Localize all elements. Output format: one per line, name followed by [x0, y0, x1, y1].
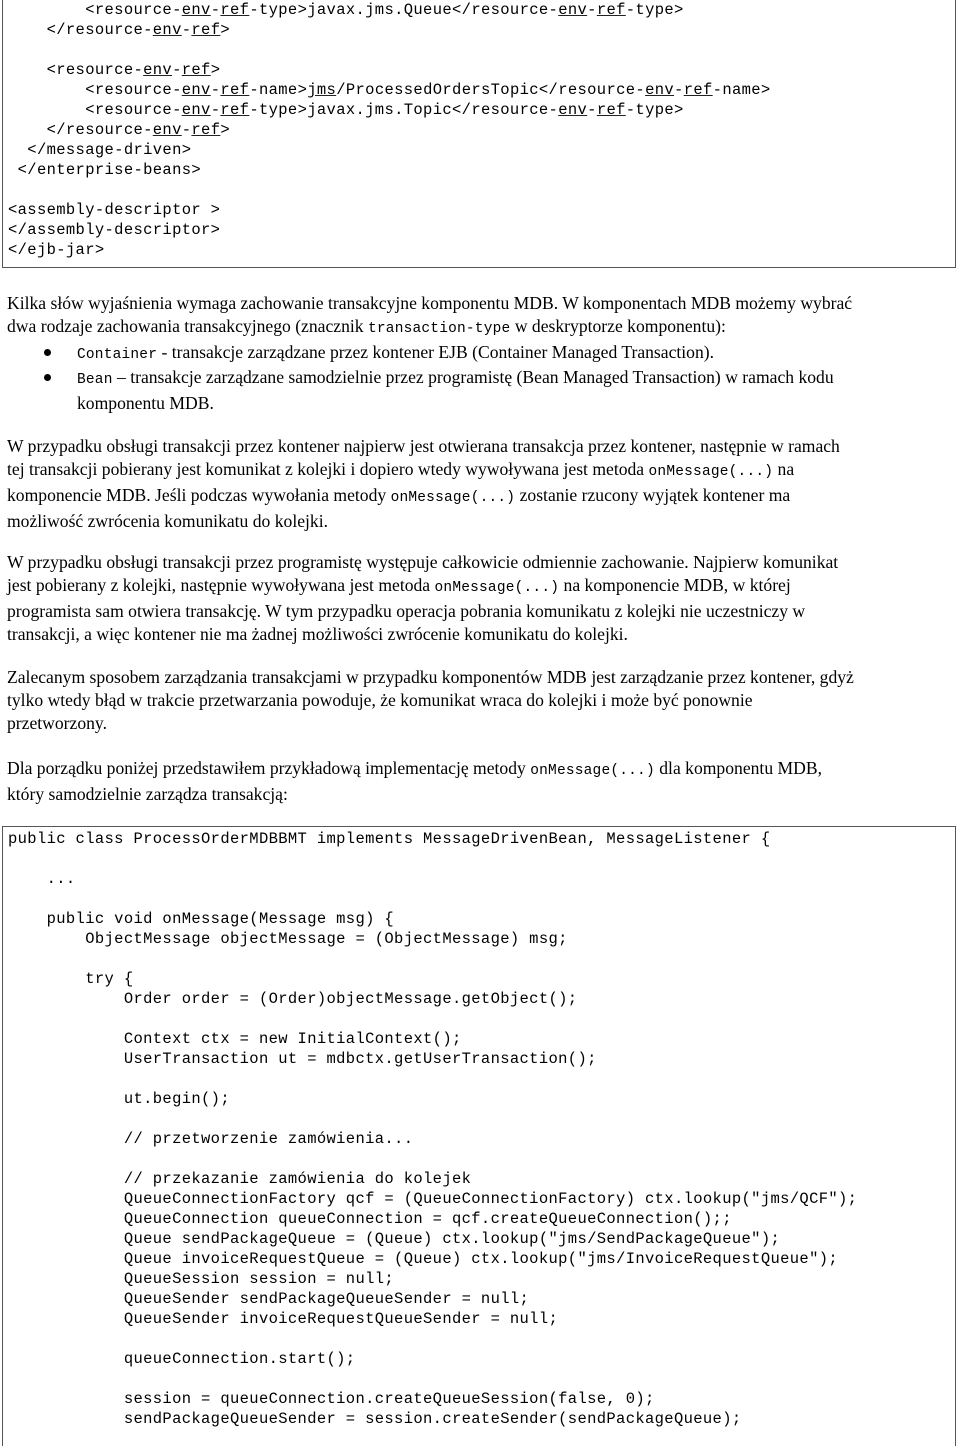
text-segment: komponencie MDB. Jeśli podczas wywołania metody	[7, 485, 391, 505]
text-line	[77, 392, 957, 415]
inline-code: transaction-type	[367, 321, 511, 337]
text-line	[7, 484, 953, 510]
code-line: QueueConnection queueConnection = qcf.createQueueConnection();;	[8, 1210, 732, 1228]
code-line: // przekazanie zamówienia do kolejek	[8, 1170, 472, 1188]
text-line	[7, 600, 953, 623]
code-line: </enterprise-beans>	[8, 161, 202, 179]
text-segment: W przypadku obsługi transakcji przez programistę występuje całkowicie odmiennie zachowanie. Najpierw komunikat	[7, 552, 839, 572]
text-line	[7, 551, 953, 574]
inline-code: onMessage(...)	[434, 580, 560, 596]
text-line	[7, 292, 953, 315]
text-segment: programista sam otwiera transakcję. W tym przypadku operacja pobrania komunikatu z kolejki nie uczestniczy w	[7, 601, 806, 621]
text-segment: który samodzielnie zarządza transakcją:	[7, 784, 288, 804]
bullet-item-container	[77, 341, 957, 367]
code-line: Queue sendPackageQueue = (Queue) ctx.lookup("jms/SendPackageQueue");	[8, 1230, 781, 1248]
intro-paragraph	[7, 292, 953, 341]
bullet-dot-icon	[44, 349, 51, 356]
code-line: </resource-env-ref>	[8, 21, 231, 39]
text-line	[7, 666, 953, 689]
text-segment: Kilka słów wyjaśnienia wymaga zachowanie transakcyjne komponentu MDB. W komponentach MDB możemy wybrać	[7, 293, 853, 313]
code-line: Order order = (Order)objectMessage.getObject();	[8, 990, 578, 1008]
code-line: ut.begin();	[8, 1090, 230, 1108]
inline-code: Bean	[77, 372, 113, 388]
code-line: public class ProcessOrderMDBBMT implements MessageDrivenBean, MessageListener {	[8, 830, 771, 848]
text-segment: dla komponentu MDB,	[654, 758, 822, 778]
text-line	[7, 757, 953, 783]
text-line	[7, 783, 953, 806]
inline-code: onMessage(...)	[390, 490, 516, 506]
text-segment: jest pobierany z kolejki, następnie wywoływana jest metoda	[7, 575, 435, 595]
text-segment: możliwość zwrócenia komunikatu do kolejki.	[7, 511, 329, 531]
code-line: ...	[8, 870, 76, 888]
text-segment: na	[773, 459, 795, 479]
text-segment: na komponencie MDB, w której	[559, 575, 791, 595]
code-line: sendPackageQueueSender = session.createSender(sendPackageQueue);	[8, 1410, 742, 1428]
code-line: <resource-env-ref-name>jms/ProcessedOrdersTopic</resource-env-ref-name>	[8, 81, 771, 99]
text-segment: Zalecanym sposobem zarządzania transakcjami w przypadku komponentów MDB jest zarządzanie przez kontener, gdyż	[7, 667, 854, 687]
text-segment: transakcji, a więc kontener nie ma żadnej możliwości zwrócenie komunikatu do kolejki.	[7, 624, 628, 644]
bullet-dot-icon	[44, 374, 51, 381]
text-line	[7, 574, 953, 600]
text-segment: tej transakcji pobierany jest komunikat z kolejki i dopiero wtedy wywoływana jest metoda	[7, 459, 649, 479]
text-segment: w deskryptorze komponentu):	[510, 316, 726, 336]
paragraph-example-intro	[7, 757, 953, 806]
code-line: <resource-env-ref-type>javax.jms.Topic</resource-env-ref-type>	[8, 101, 684, 119]
text-segment: zostanie rzucony wyjątek kontener ma	[515, 485, 791, 505]
inline-code: onMessage(...)	[648, 464, 774, 480]
paragraph-recommendation	[7, 666, 953, 735]
code-line: </assembly-descriptor>	[8, 221, 221, 239]
text-segment: W przypadku obsługi transakcji przez kontener najpierw jest otwierana transakcja przez kontener, następnie w ramach	[7, 436, 840, 456]
text-line	[77, 366, 957, 392]
code-line: </message-driven>	[8, 141, 192, 159]
text-line	[7, 435, 953, 458]
code-block-deployment-descriptor	[2, 0, 956, 268]
code-line: QueueSender sendPackageQueueSender = null;	[8, 1290, 530, 1308]
bullet-item-bean	[77, 366, 957, 415]
inline-code: onMessage(...)	[530, 763, 655, 779]
code-line: ObjectMessage objectMessage = (ObjectMessage) msg;	[8, 930, 568, 948]
code-line: </resource-env-ref>	[8, 121, 231, 139]
text-line	[7, 712, 953, 735]
code-line: QueueConnectionFactory qcf = (QueueConnectionFactory) ctx.lookup("jms/QCF");	[8, 1190, 858, 1208]
paragraph-container-transaction	[7, 435, 953, 533]
code-line: <resource-env-ref-type>javax.jms.Queue</resource-env-ref-type>	[8, 1, 684, 19]
inline-code: Container	[77, 347, 158, 363]
text-line	[7, 689, 953, 712]
code-line: <assembly-descriptor >	[8, 201, 221, 219]
code-line: QueueSender invoiceRequestQueueSender = null;	[8, 1310, 559, 1328]
text-segment: przetworzony.	[7, 713, 107, 733]
code-line: UserTransaction ut = mdbctx.getUserTransaction();	[8, 1050, 597, 1068]
code-line: public void onMessage(Message msg) {	[8, 910, 395, 928]
code-line: Context ctx = new InitialContext();	[8, 1030, 462, 1048]
text-line	[7, 510, 953, 533]
text-segment: Dla porządku poniżej przedstawiłem przykładową implementację metody	[7, 758, 531, 778]
code-line: QueueSession session = null;	[8, 1270, 395, 1288]
code-line: queueConnection.start();	[8, 1350, 356, 1368]
code-line: // przetworzenie zamówienia...	[8, 1130, 414, 1148]
paragraph-bean-transaction	[7, 551, 953, 646]
code-line: session = queueConnection.createQueueSession(false, 0);	[8, 1390, 655, 1408]
code-line: Queue invoiceRequestQueue = (Queue) ctx.lookup("jms/InvoiceRequestQueue");	[8, 1250, 839, 1268]
text-line	[7, 315, 953, 341]
code-line: try {	[8, 970, 134, 988]
text-line	[7, 458, 953, 484]
text-segment: dwa rodzaje zachowania transakcyjnego (znacznik	[7, 316, 368, 336]
text-line	[77, 341, 957, 367]
text-segment: tylko wtedy błąd w trakcie przetwarzania powoduje, że komunikat wraca do kolejki i może być ponownie	[7, 690, 753, 710]
text-line	[7, 623, 953, 646]
code-line: <resource-env-ref>	[8, 61, 221, 79]
text-segment: - transakcje zarządzane przez kontener EJB (Container Managed Transaction).	[157, 342, 715, 362]
code-block-java-example	[2, 826, 956, 1446]
text-segment: komponentu MDB.	[77, 393, 214, 413]
code-line: </ejb-jar>	[8, 241, 105, 259]
text-segment: – transakcje zarządzane samodzielnie przez programistę (Bean Managed Transaction) w ramach kodu	[112, 367, 834, 387]
